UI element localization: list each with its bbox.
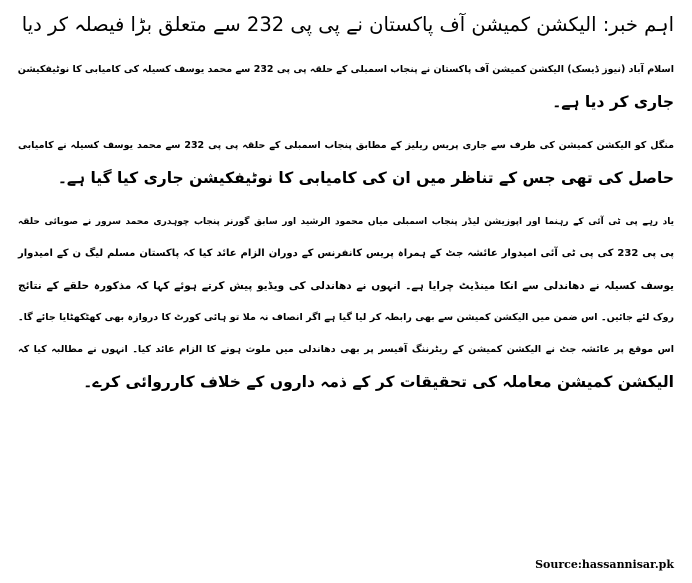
text-line: اسلام آباد (نیوز ڈیسک) الیکشن کمیشن آف پاکستان نے پنجاب اسمبلی کے حلقہ پی پی 232 سے محمد یوسف کسیلہ کی کامیابی کا نوٹیفکیشن [17, 64, 674, 75]
paragraph-2 [18, 130, 674, 194]
text-line: پی پی 232 کی پی ٹی آئی امیدوار عائشہ جٹ کے ہمراہ پریس کانفرنس کے دوران الزام عائد کیا کہ پاکستان مسلم لیگ ن کے امیدوار [18, 248, 674, 259]
source-credit: Source:hassannisar.pk [535, 558, 674, 571]
text-line: حاصل کی تھی جس کے تناظر میں ان کی کامیابی کا نوٹیفکیشن جاری کیا گیا ہے۔ [57, 169, 674, 187]
text-line: الیکشن کمیشن معاملہ کی تحقیقات کر کے ذمہ داروں کے خلاف کارروائی کرے۔ [83, 373, 674, 391]
headline: اہم خبر: الیکشن کمیشن آف پاکستان نے پی پی 232 سے متعلق بڑا فیصلہ کر دیا [21, 13, 674, 36]
text-line: روک لئے جائیں۔ اس ضمن میں الیکشن کمیشن سے بھی رابطہ کر لیا گیا ہے اگر انصاف نہ ملا تو ہائی کورٹ کا دروازہ بھی کھٹکھٹایا جائے گا۔ [18, 312, 674, 323]
text-line: یوسف کسیلہ نے دھاندلی سے انکا مینڈیٹ چرایا ہے۔ انہوں نے دھاندلی کی ویڈیو پیش کرتے ہوئے کہا کہ مذکورہ حلقے کے نتائج [18, 280, 674, 292]
text-line: یاد رہے پی ٹی آئی کے رہنما اور اپوزیشن لیڈر پنجاب اسمبلی میاں محمود الرشید اور سابق گورنر پنجاب چوہدری محمد سرور نے صوبائی حلقہ [18, 217, 674, 227]
paragraph-3 [18, 206, 674, 398]
text-line: اس موقع پر عائشہ جٹ نے الیکشن کمیشن کے ریٹرننگ آفیسر پر بھی دھاندلی میں ملوث ہونے کا الزام عائد کیا۔ انہوں نے مطالبہ کیا کہ [18, 344, 674, 355]
text-line: جاری کر دیا ہے۔ [552, 93, 674, 111]
text-line: منگل کو الیکشن کمیشن کی طرف سے جاری پریس ریلیز کے مطابق پنجاب اسمبلی کے حلقہ پی پی 232 سے محمد یوسف کسیلہ نے کامیابی [18, 140, 674, 151]
paragraph-1 [18, 54, 674, 118]
